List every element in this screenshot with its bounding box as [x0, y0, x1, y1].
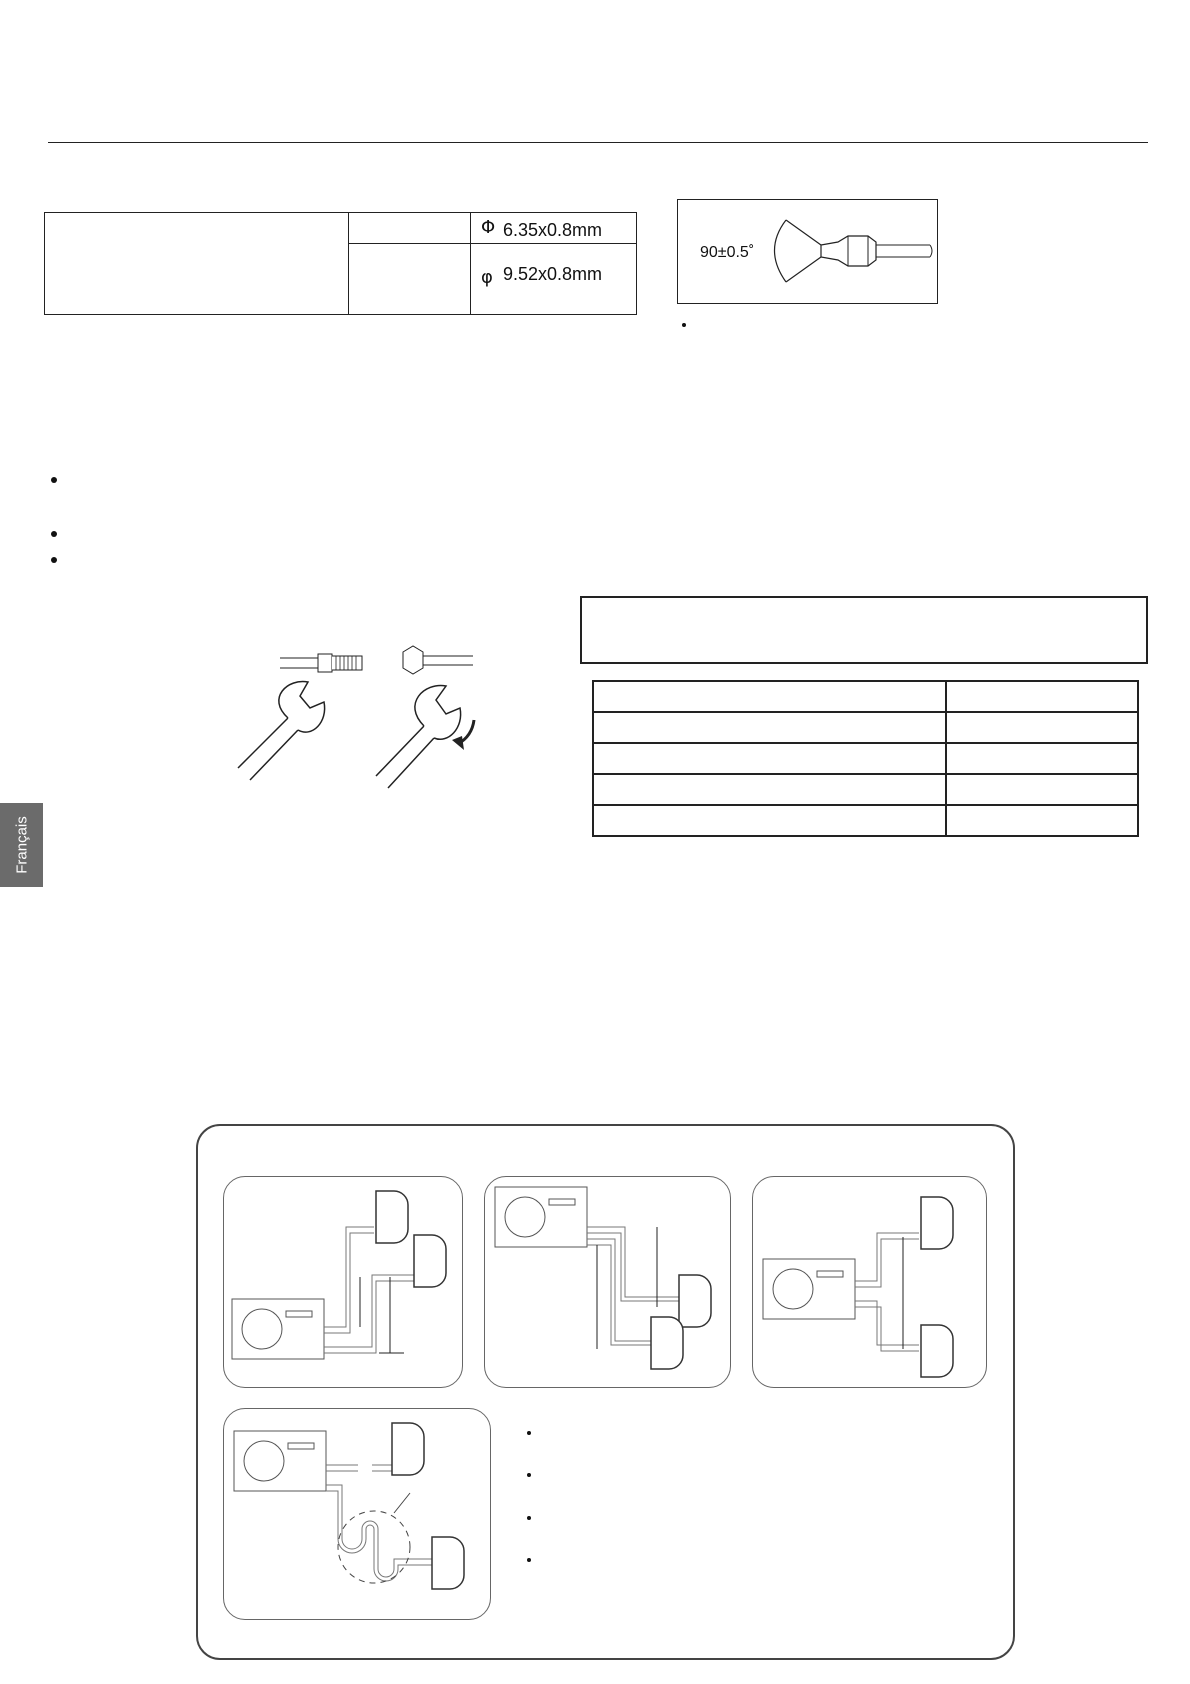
installation-diagram [224, 1409, 490, 1619]
pipe-spec-row2-value: 9.52x0.8mm [503, 264, 603, 284]
installation-diagram [485, 1177, 730, 1387]
flare-angle-diagram [677, 199, 938, 304]
example-panel-2 [484, 1176, 731, 1388]
wrench-icon [228, 638, 488, 798]
bullet [51, 531, 57, 537]
bullet [51, 477, 57, 483]
bullet [527, 1473, 531, 1477]
example-panel-1 [223, 1176, 463, 1388]
bullet [527, 1516, 531, 1520]
bullet [682, 323, 686, 327]
phi-symbol: Φ [481, 217, 496, 238]
language-tab [0, 803, 43, 887]
table-row [593, 774, 1138, 805]
example-panel-4 [223, 1408, 491, 1620]
bullet [51, 557, 57, 563]
pipe-spec-table [44, 212, 637, 315]
example-panel-3 [752, 1176, 987, 1388]
table-row [593, 712, 1138, 743]
bullet [527, 1431, 531, 1435]
flare-angle-label: 90±0.5˚ [700, 244, 755, 261]
table-row [593, 681, 1138, 712]
flare-pipe-icon [678, 200, 936, 302]
installation-diagram [753, 1177, 986, 1387]
table-row [593, 743, 1138, 774]
pipe-spec-row1-value: 6.35x0.8mm [503, 220, 603, 240]
phi-symbol: φ [481, 267, 493, 288]
installation-diagram [224, 1177, 462, 1387]
language-tab-label: Français [13, 816, 30, 874]
table-row [593, 805, 1138, 836]
torque-note-box [580, 596, 1148, 664]
bullet [527, 1558, 531, 1562]
header-rule [48, 142, 1148, 143]
torque-table [592, 680, 1139, 837]
